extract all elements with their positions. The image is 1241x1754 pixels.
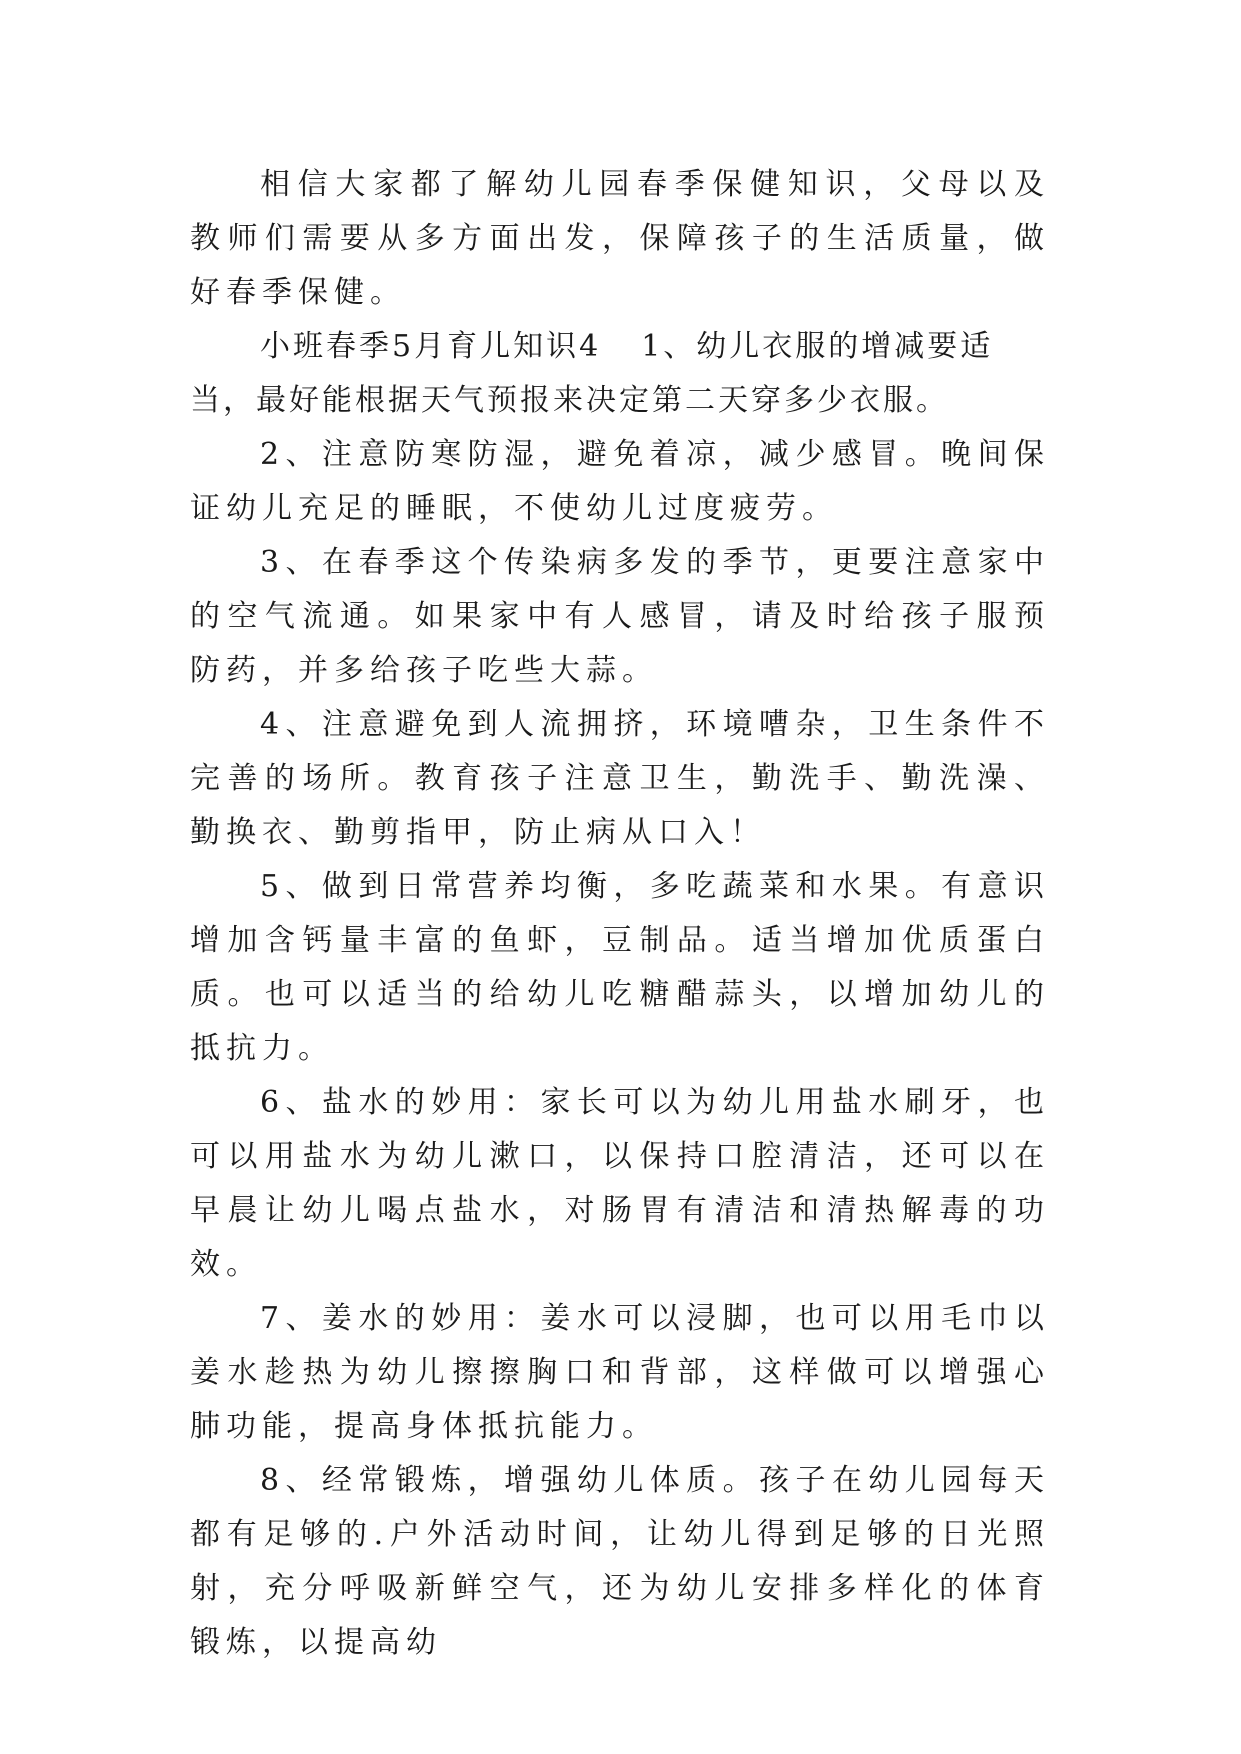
intro-paragraph: 相信大家都了解幼儿园春季保健知识，父母以及教师们需要从多方面出发，保障孩子的生活质量，做好春季保健。	[190, 167, 1050, 310]
item-3-paragraph: 3、在春季这个传染病多发的季节，更要注意家中的空气流通。如果家中有人感冒，请及时给孩子服预防药，并多给孩子吃些大蒜。	[190, 545, 1050, 688]
item-7-paragraph: 7、姜水的妙用：姜水可以浸脚，也可以用毛巾以姜水趁热为幼儿擦擦胸口和背部，这样做可以增强心肺功能，提高身体抵抗能力。	[190, 1301, 1050, 1444]
section-heading: 小班春季5月育儿知识4	[260, 329, 602, 364]
item-8-paragraph: 8、经常锻炼，增强幼儿体质。孩子在幼儿园每天都有足够的.户外活动时间，让幼儿得到足够的日光照射，充分呼吸新鲜空气，还为幼儿安排多样化的体育锻炼，以提高幼	[190, 1463, 1050, 1660]
item-1-text: 1、幼儿衣服的增减要适当，最好能根据天气预报来决定第二天穿多少衣服。	[190, 329, 994, 418]
item-2-paragraph: 2、注意防寒防湿，避免着凉，减少感冒。晚间保证幼儿充足的睡眠，不使幼儿过度疲劳。	[190, 437, 1050, 526]
item-5-paragraph: 5、做到日常营养均衡，多吃蔬菜和水果。有意识增加含钙量丰富的鱼虾，豆制品。适当增加优质蛋白质。也可以适当的给幼儿吃糖醋蒜头，以增加幼儿的抵抗力。	[190, 869, 1050, 1066]
item-4-paragraph: 4、注意避免到人流拥挤，环境嘈杂，卫生条件不完善的场所。教育孩子注意卫生，勤洗手、勤洗澡、勤换衣、勤剪指甲，防止病从口入！	[190, 707, 1050, 850]
section-paragraph	[190, 320, 1050, 428]
item-6-paragraph: 6、盐水的妙用：家长可以为幼儿用盐水刷牙，也可以用盐水为幼儿漱口，以保持口腔清洁，还可以在早晨让幼儿喝点盐水，对肠胃有清洁和清热解毒的功效。	[190, 1085, 1050, 1282]
document-body	[190, 158, 1050, 1670]
